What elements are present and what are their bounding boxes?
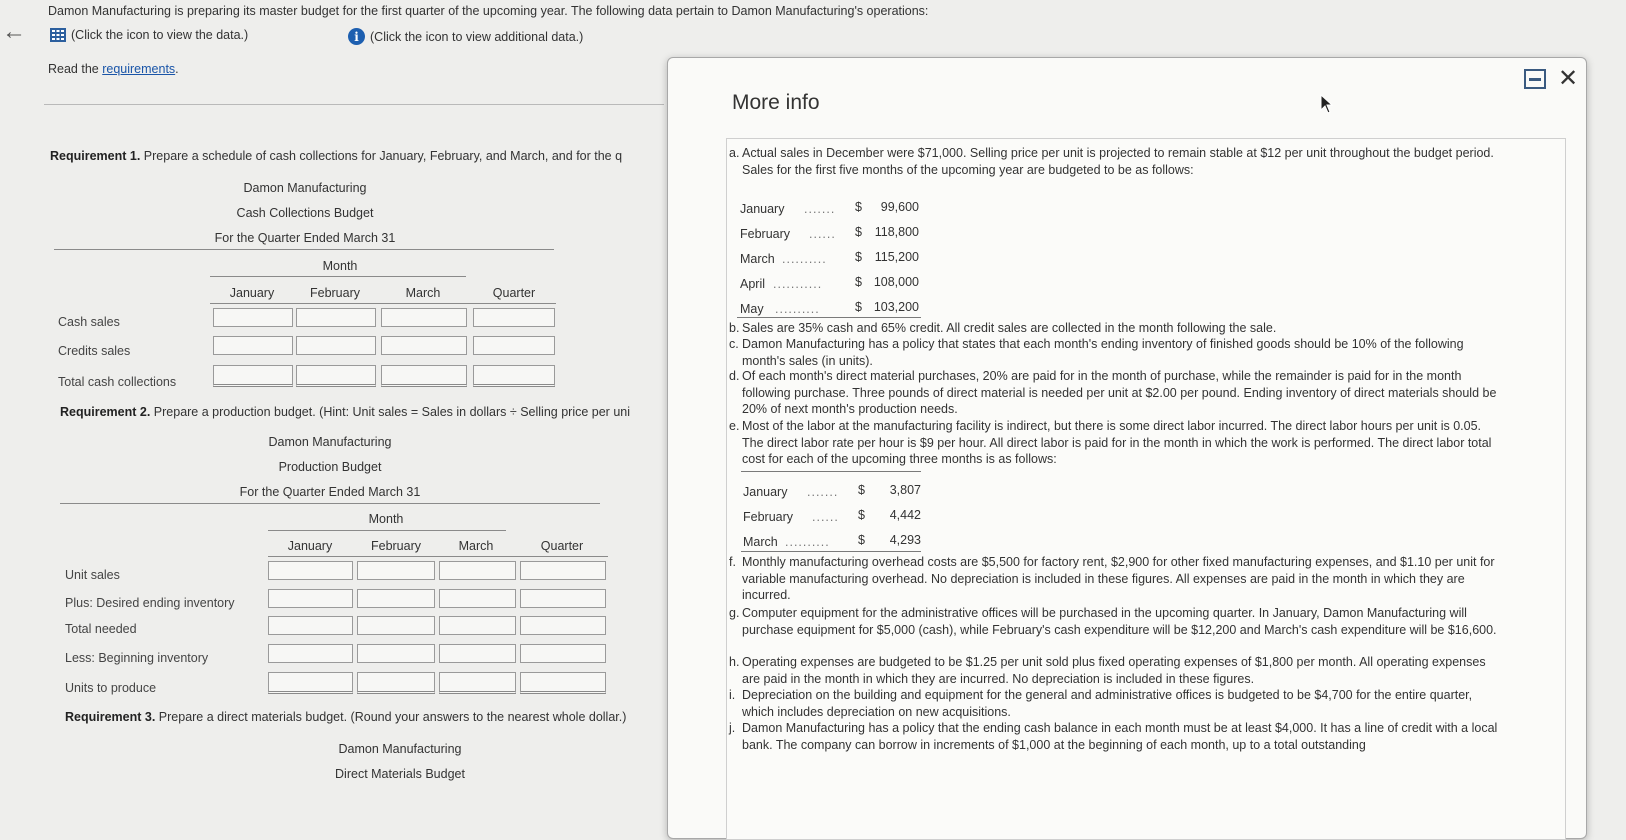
req2-month-header: Month xyxy=(368,512,404,526)
req2-row-desired-ending: Plus: Desired ending inventory xyxy=(65,596,235,610)
divider xyxy=(44,104,664,105)
req2-row-beginning-inventory: Less: Beginning inventory xyxy=(65,651,209,665)
info-item-j: j. Damon Manufacturing has a policy that the ending cash balance in each month must be at least $4,000. It has a line of credit with a local bank. The company can borrow in increments of $1,000 at the beginning of each month, up to a total outstanding xyxy=(729,721,1498,752)
total-needed-february-input[interactable] xyxy=(357,616,435,635)
info-item-i: i. Depreciation on the building and equipment for the general and administrative offices is budgeted to be $4,700 for the entire quarter, which includes depreciation on new acquisitions. xyxy=(729,688,1473,719)
desired-ending-january-input[interactable] xyxy=(268,589,353,608)
req2-row-unit-sales: Unit sales xyxy=(65,568,120,582)
total-needed-march-input[interactable] xyxy=(439,616,516,635)
cash-sales-march-input[interactable] xyxy=(381,308,467,327)
req1-col-february: February xyxy=(309,286,361,300)
req2-company: Damon Manufacturing xyxy=(268,435,392,449)
desired-ending-march-input[interactable] xyxy=(439,589,516,608)
minimize-icon[interactable] xyxy=(1524,69,1546,89)
req2-header-rule xyxy=(60,503,600,504)
read-requirements: Read the requirements. xyxy=(48,62,179,76)
sales-table-rule xyxy=(737,317,921,318)
info-item-f: f. Monthly manufacturing overhead costs are $5,500 for factory rent, $2,900 for other fixed manufacturing expenses, and $1.10 per unit for variable manufacturing overhead. No depreciation is included in these figures. All expenses are paid in the month in which they are incurred. xyxy=(729,555,1495,602)
req1-row-credit-sales: Credits sales xyxy=(58,344,131,358)
credit-sales-march-input[interactable] xyxy=(381,336,467,355)
credit-sales-quarter-input[interactable] xyxy=(473,336,555,355)
req2-row-units-to-produce: Units to produce xyxy=(65,681,157,695)
dialog-title: More info xyxy=(732,91,820,114)
req1-col-january: January xyxy=(229,286,275,300)
req2-month-rule xyxy=(268,530,506,531)
req1-col-quarter: Quarter xyxy=(492,286,536,300)
more-info-content: a. Actual sales in December were $71,000. Selling price per unit is projected to remain stable at $12 per unit throughout the budget period. Sales for the first five months of the upcoming year are budgeted to be as follows: January ....... $ 99,600 February ...... $ 118,800 March .......... $ 115,200 April ........... $ 108,000 May .......... $ 103,200 b. Sales are 35% cash and 65% credit. All credit sales are collected in the month following the sale. c. Damon Manufacturing has a policy that states that each month's ending inventory of finished goods should be 10% of the following month's sales (in units). d. Of each month's direct material purchases, 20% are paid for in the month of purchase, while the remainder is paid for in the month following purchase. Three pounds of direct material is needed per unit at $2.00 per pound. Ending inventory of direct materials should be 20% of next month's production needs. e. Most of the labor at the manufacturing facility is indirect, but there is some direct labor incurred. The direct labor hours per unit is 0.05. The direct labor rate per hour is $9 per hour. All direct labor is paid for in the month in which the work is performed. The direct labor total cost for each of the upcoming three months is as follows: January ....... $ 3,807 February ...... $ 4,442 March .......... $ 4,293 f. Monthly manufacturing overhead costs are $5,500 for factory rent, $2,900 for other fixed manufacturing expenses, and $1.10 per unit for variable manufacturing overhead. No depreciation is included in these figures. All expenses are paid in the month in which they are incurred. g. Computer equipment for the administrative offices will be purchased in the upcoming quarter. In January, Damon Manufacturing will purchase equipment for $5,000 (cash), while February's cash expenditure will be $12,200 and March's cash expenditure will be $16,600. h. Operating expenses are budgeted to be $1.25 per unit sold plus fixed operating expenses of $1,800 per month. All operating expenses are paid in the month in which they are incurred. No depreciation is included in these figures. i. Depreciation on the building and equipment for the general and administrative offices is budgeted to be $4,700 for the entire quarter, which includes depreciation on new acquisitions. j. Damon Manufacturing has a policy that the ending cash balance in each month must be at least $4,000. It has a line of credit with a local bank. The company can borrow in increments of $1,000 at the beginning of each month, up to a total outstanding xyxy=(726,138,1566,840)
info-icon[interactable]: i xyxy=(348,28,365,45)
info-item-h: h. Operating expenses are budgeted to be $1.25 per unit sold plus fixed operating expenses of $1,800 per month. All operating expenses are paid in the month in which they are incurred. No depreciation is included in these figures. xyxy=(729,655,1486,686)
more-info-dialog xyxy=(667,57,1587,839)
cash-sales-february-input[interactable] xyxy=(296,308,376,327)
req2-row-total-needed: Total needed xyxy=(65,622,137,636)
view-additional-data-link[interactable] xyxy=(348,28,583,45)
req2-col-march: March xyxy=(458,539,494,553)
units-to-produce-february-input[interactable] xyxy=(357,672,435,694)
req2-col-february: February xyxy=(370,539,422,553)
info-item-a: a. Actual sales in December were $71,000. Selling price per unit is projected to remain stable at $12 per unit throughout the budget period. Sales for the first five months of the upcoming year are budgeted to be as follows: xyxy=(729,146,1494,177)
info-item-b: b. Sales are 35% cash and 65% credit. All credit sales are collected in the month following the sale. xyxy=(729,321,1277,335)
cash-sales-quarter-input[interactable] xyxy=(473,308,555,327)
req2-period: For the Quarter Ended March 31 xyxy=(239,485,421,499)
view-additional-data-label[interactable]: (Click the icon to view additional data.) xyxy=(370,29,584,44)
req1-period: For the Quarter Ended March 31 xyxy=(214,231,396,245)
cash-sales-january-input[interactable] xyxy=(213,308,293,327)
info-item-e: e. Most of the labor at the manufacturing facility is indirect, but there is some direct labor incurred. The direct labor hours per unit is 0.05. The direct labor rate per hour is $9 per hour. All direct labor is paid for in the month in which the work is performed. The direct labor total cost for each of the upcoming three months is as follows: xyxy=(729,419,1492,466)
info-item-c: c. Damon Manufacturing has a policy that states that each month's ending inventory of finished goods should be 10% of the following month's sales (in units). xyxy=(729,337,1464,368)
units-to-produce-january-input[interactable] xyxy=(268,672,353,694)
requirement-3: Requirement 3. Prepare a direct materials budget. (Round your answers to the nearest whole dollar.) xyxy=(65,710,627,724)
req2-title: Production Budget xyxy=(278,460,382,474)
credit-sales-february-input[interactable] xyxy=(296,336,376,355)
unit-sales-march-input[interactable] xyxy=(439,561,516,580)
intro-text: Damon Manufacturing is preparing its master budget for the first quarter of the upcoming year. The following data pertain to Damon Manufacturing's operations: xyxy=(48,4,929,18)
total-collections-january-input[interactable] xyxy=(213,365,293,387)
req1-col-rule xyxy=(210,303,556,304)
unit-sales-january-input[interactable] xyxy=(268,561,353,580)
labor-table-rule xyxy=(741,551,921,552)
req1-month-rule xyxy=(210,276,466,277)
requirements-link[interactable]: requirements xyxy=(102,62,176,76)
total-collections-february-input[interactable] xyxy=(296,365,376,387)
labor-table-top-rule xyxy=(741,471,921,472)
units-to-produce-march-input[interactable] xyxy=(439,672,516,694)
req1-header-rule xyxy=(54,249,554,250)
beginning-inventory-quarter-input[interactable] xyxy=(520,644,606,663)
unit-sales-quarter-input[interactable] xyxy=(520,561,606,580)
req3-title: Direct Materials Budget xyxy=(335,767,465,781)
desired-ending-february-input[interactable] xyxy=(357,589,435,608)
beginning-inventory-march-input[interactable] xyxy=(439,644,516,663)
view-data-link[interactable] xyxy=(50,28,248,42)
mouse-cursor-icon xyxy=(1320,94,1334,114)
view-data-link-label[interactable]: (Click the icon to view the data.) xyxy=(71,28,249,42)
beginning-inventory-february-input[interactable] xyxy=(357,644,435,663)
total-needed-quarter-input[interactable] xyxy=(520,616,606,635)
req1-col-march: March xyxy=(405,286,441,300)
desired-ending-quarter-input[interactable] xyxy=(520,589,606,608)
units-to-produce-quarter-input[interactable] xyxy=(520,672,606,694)
req1-month-header: Month xyxy=(322,259,358,273)
total-needed-january-input[interactable] xyxy=(268,616,353,635)
data-table-icon[interactable] xyxy=(50,28,66,42)
back-arrow-icon[interactable]: ← xyxy=(2,18,26,45)
unit-sales-february-input[interactable] xyxy=(357,561,435,580)
req1-row-cash-sales: Cash sales xyxy=(58,315,120,329)
credit-sales-january-input[interactable] xyxy=(213,336,293,355)
req2-col-january: January xyxy=(287,539,333,553)
info-item-g: g. Computer equipment for the administrative offices will be purchased in the upcoming quarter. In January, Damon Manufacturing will purchase equipment for $5,000 (cash), while February's cash expenditure will be $12,200 and March's cash expenditure will be $16,600. xyxy=(729,606,1497,637)
req1-company: Damon Manufacturing xyxy=(243,181,367,195)
beginning-inventory-january-input[interactable] xyxy=(268,644,353,663)
close-icon[interactable]: ✕ xyxy=(1558,65,1579,92)
info-item-d: d. Of each month's direct material purchases, 20% are paid for in the month of purchase, while the remainder is paid for in the month following purchase. Three pounds of direct material is needed per unit at $2.00 per pound. Ending inventory of direct materials should be 20% of next month's production needs. xyxy=(729,369,1497,416)
total-collections-quarter-input[interactable] xyxy=(473,365,555,387)
req2-col-rule xyxy=(268,556,608,557)
req2-col-quarter: Quarter xyxy=(540,539,584,553)
requirement-1: Requirement 1. Prepare a schedule of cash collections for January, February, and March, and for the q xyxy=(50,149,623,163)
requirement-2: Requirement 2. Prepare a production budget. (Hint: Unit sales = Sales in dollars ÷ Selling price per uni xyxy=(60,405,630,419)
req3-company: Damon Manufacturing xyxy=(338,742,462,756)
req1-row-total: Total cash collections xyxy=(58,375,177,389)
total-collections-march-input[interactable] xyxy=(381,365,467,387)
req1-title: Cash Collections Budget xyxy=(236,206,374,220)
